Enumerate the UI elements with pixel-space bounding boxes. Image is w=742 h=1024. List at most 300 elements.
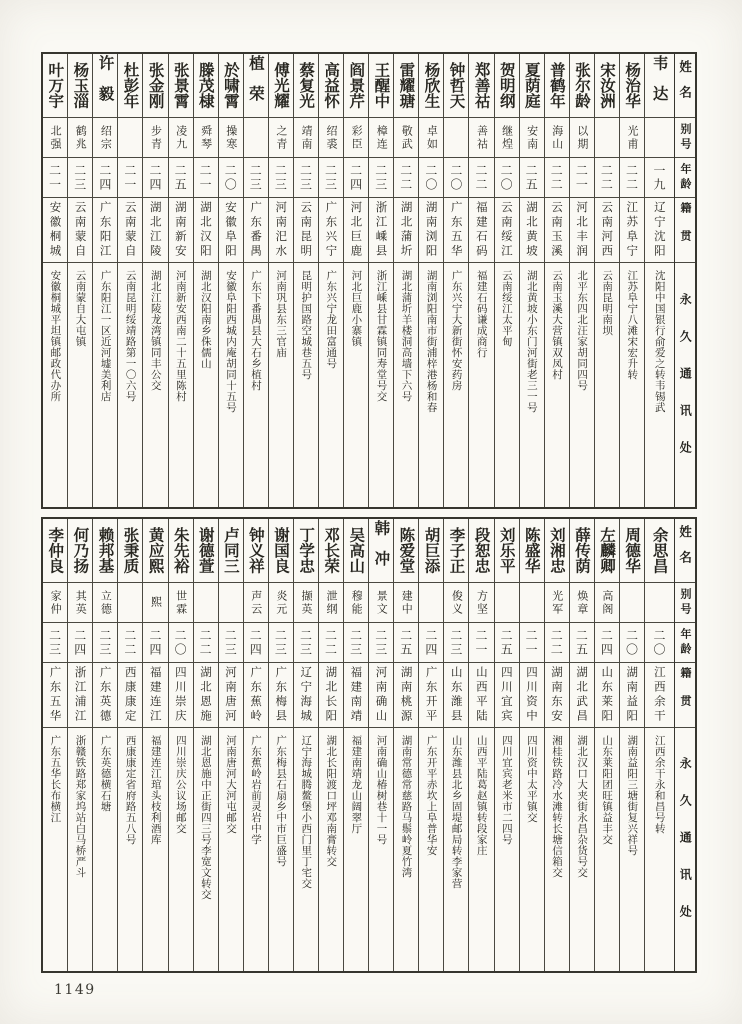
entry-address: 四川崇庆公议场邮交 <box>174 735 187 834</box>
page-number: 1149 <box>54 982 96 998</box>
entry-column <box>343 54 368 507</box>
entry-address: 江西余干永和昌号转 <box>653 735 666 834</box>
entry-name: 张景霄 <box>169 54 193 118</box>
entry-column <box>569 54 594 507</box>
entry-age: 二四 <box>93 158 117 198</box>
entry-age: 二一 <box>118 158 142 198</box>
entry-native-place: 辽宁沈阳 <box>645 198 674 263</box>
entry-column <box>67 54 92 507</box>
entry-address: 河北巨鹿小寨镇 <box>350 270 363 347</box>
entry-address: 湖南浏阳南市街浦梓港杨和春 <box>425 270 438 413</box>
entry-alias: 之青 <box>269 118 293 158</box>
header-name-label: 姓名 <box>675 54 695 118</box>
entry-address: 湖南益阳三塘街复兴祥号 <box>626 735 639 856</box>
entry-column <box>43 54 67 507</box>
entry-native-place: 四川宜宾 <box>495 663 519 728</box>
entry-column <box>468 54 493 507</box>
entry-name: 刘湘忠 <box>545 519 569 583</box>
entry-alias: 声云 <box>244 583 268 623</box>
entry-alias: 北强 <box>43 118 67 158</box>
entry-column <box>168 54 193 507</box>
entry-name: 杨欣生 <box>419 54 443 118</box>
entry-native-place: 福建石码 <box>469 198 493 263</box>
entry-column <box>368 519 393 971</box>
entry-column <box>594 519 619 971</box>
entry-address: 福建南靖龙山阔翠厅 <box>350 735 363 834</box>
entry-age: 二一 <box>43 158 67 198</box>
entry-age: 二三 <box>369 158 393 198</box>
entry-alias: 景文 <box>369 583 393 623</box>
entry-alias: 操寒 <box>219 118 243 158</box>
entry-native-place: 广东兴宁 <box>319 198 343 263</box>
entry-age: 二五 <box>495 623 519 663</box>
entry-column <box>468 519 493 971</box>
entry-column <box>168 519 193 971</box>
entry-age: 二〇 <box>169 623 193 663</box>
entry-address: 四川宜宾老米市二四号 <box>500 735 513 845</box>
entry-address: 广东兴宁大新街怀安药房 <box>450 270 463 391</box>
table-section-top <box>41 52 697 509</box>
entry-native-place: 福建南靖 <box>344 663 368 728</box>
entry-column <box>418 519 443 971</box>
entry-name: 卢同三 <box>219 519 243 583</box>
entry-native-place: 河南汜水 <box>269 198 293 263</box>
entry-age: 二三 <box>444 623 468 663</box>
entry-address: 昆明护国路空城巷五号 <box>300 270 313 380</box>
entry-age: 二〇 <box>645 623 674 663</box>
entry-alias <box>620 583 644 623</box>
entry-column <box>393 54 418 507</box>
entry-age: 二二 <box>545 158 569 198</box>
entry-alias: 建中 <box>394 583 418 623</box>
entry-name: 薛传荫 <box>570 519 594 583</box>
entry-name: 胡巨添 <box>419 519 443 583</box>
header-alias-label: 别号 <box>675 118 695 158</box>
entry-native-place: 湖南东安 <box>545 663 569 728</box>
entry-address: 广东开平赤坎上阜普华安 <box>425 735 438 856</box>
entry-age: 二五 <box>570 623 594 663</box>
entry-age: 二三 <box>269 158 293 198</box>
entry-native-place: 云南蒙自 <box>118 198 142 263</box>
header-column <box>674 54 695 507</box>
entry-column <box>293 519 318 971</box>
entry-age: 二一 <box>194 158 218 198</box>
entry-name: 余思昌 <box>645 519 674 583</box>
entry-column <box>318 54 343 507</box>
entry-column <box>494 519 519 971</box>
entry-address: 广东下番禺县大石乡植村 <box>250 270 263 391</box>
entry-address: 广东蕉岭岩前灵岩中学 <box>250 735 263 845</box>
table-section-bottom <box>41 517 697 973</box>
entry-age: 二五 <box>520 158 544 198</box>
entry-column <box>243 54 268 507</box>
entry-address: 浙赣铁路郑家坞站白马桥严斗 <box>74 735 87 878</box>
entry-column <box>343 519 368 971</box>
entry-address: 山东莱阳团旺镇益丰交 <box>601 735 614 845</box>
entry-age: 二四 <box>595 623 619 663</box>
entry-name: 王醒中 <box>369 54 393 118</box>
entry-name: 滕茂棣 <box>194 54 218 118</box>
entry-alias: 焕章 <box>570 583 594 623</box>
entry-native-place: 云南昆明 <box>294 198 318 263</box>
entry-name: 刘乐平 <box>495 519 519 583</box>
entry-alias <box>118 118 142 158</box>
entry-column <box>218 519 243 971</box>
entry-alias <box>419 583 443 623</box>
entry-name: 夏荫庭 <box>520 54 544 118</box>
entry-native-place: 辽宁海城 <box>294 663 318 728</box>
entry-age: 二〇 <box>444 158 468 198</box>
entry-address: 福建连江琯头枝利酒库 <box>149 735 162 845</box>
entry-name: 黄应熙 <box>143 519 167 583</box>
entry-age: 二〇 <box>419 158 443 198</box>
entry-address: 广东梅县石扇乡中市巨盛号 <box>275 735 288 867</box>
entry-address: 湖南常德常慈路马鬃岭夏竹湾 <box>400 735 413 878</box>
header-native-place-label: 籍贯 <box>675 198 695 263</box>
entry-column <box>594 54 619 507</box>
entry-address: 湖北汉阳南乡侏儒山 <box>199 270 212 369</box>
header-address-label: 永久通讯处 <box>678 757 693 942</box>
entry-address: 湘桂铁路冷水滩转长塘信箱交 <box>550 735 563 878</box>
entry-name: 韩冲 <box>369 519 393 583</box>
entry-name: 叶万宇 <box>43 54 67 118</box>
entry-alias <box>194 583 218 623</box>
entry-address: 沈阳中国银行俞爱之转韦锡武 <box>653 270 666 413</box>
entry-name: 陈盛华 <box>520 519 544 583</box>
entry-alias: 熙 <box>143 583 167 623</box>
entry-column <box>117 54 142 507</box>
entry-address: 四川资中太平镇交 <box>525 735 538 823</box>
entry-column <box>644 519 674 971</box>
entry-name: 邓长荣 <box>319 519 343 583</box>
entry-alias: 步青 <box>143 118 167 158</box>
entry-age: 二三 <box>344 623 368 663</box>
entry-name: 陈爱堂 <box>394 519 418 583</box>
entry-native-place: 安徽阜阳 <box>219 198 243 263</box>
entry-age: 二三 <box>369 623 393 663</box>
entry-column <box>218 54 243 507</box>
entry-age: 二一 <box>570 158 594 198</box>
entry-address: 河南新安西南二十五里陈村 <box>174 270 187 402</box>
entry-column <box>443 54 468 507</box>
entry-age: 二三 <box>68 158 92 198</box>
entry-column <box>43 519 67 971</box>
entry-column <box>569 519 594 971</box>
entry-age: 二二 <box>194 623 218 663</box>
entry-alias: 撷英 <box>294 583 318 623</box>
entry-column <box>117 519 142 971</box>
entry-native-place: 浙江嵊县 <box>369 198 393 263</box>
entry-name: 阎景芹 <box>344 54 368 118</box>
entry-address: 福建石码谦成商行 <box>475 270 488 358</box>
entry-alias: 方坚 <box>469 583 493 623</box>
entry-native-place: 湖南浏阳 <box>419 198 443 263</box>
entry-name: 高益怀 <box>319 54 343 118</box>
entry-alias: 绍裘 <box>319 118 343 158</box>
entry-age: 二〇 <box>620 623 644 663</box>
entry-name: 张尔龄 <box>570 54 594 118</box>
entry-column <box>67 519 92 971</box>
entry-native-place: 西康康定 <box>118 663 142 728</box>
entry-alias: 绍宗 <box>93 118 117 158</box>
entry-alias <box>645 118 674 158</box>
entry-column <box>243 519 268 971</box>
entry-native-place: 广东五华 <box>444 198 468 263</box>
entry-age: 二三 <box>269 623 293 663</box>
entry-alias: 海山 <box>545 118 569 158</box>
entry-column <box>268 519 293 971</box>
entry-age: 二三 <box>93 623 117 663</box>
entry-alias: 鹤兆 <box>68 118 92 158</box>
entry-alias <box>520 583 544 623</box>
entry-address: 河南唐河大河屯邮交 <box>224 735 237 834</box>
entry-name: 钟哲天 <box>444 54 468 118</box>
entry-alias: 彩臣 <box>344 118 368 158</box>
entry-native-place: 湖北长阳 <box>319 663 343 728</box>
entry-name: 傅光耀 <box>269 54 293 118</box>
entry-native-place: 广东梅县 <box>269 663 293 728</box>
entry-name: 杨玉淄 <box>68 54 92 118</box>
entry-name: 郑善祜 <box>469 54 493 118</box>
entry-address: 云南蒙自大屯镇 <box>74 270 87 347</box>
entry-alias: 安南 <box>520 118 544 158</box>
entry-age: 二二 <box>319 623 343 663</box>
entry-native-place: 山东莱阳 <box>595 663 619 728</box>
entry-native-place: 云南玉溪 <box>545 198 569 263</box>
entry-name: 李仲良 <box>43 519 67 583</box>
entry-alias: 世霖 <box>169 583 193 623</box>
entry-alias: 樟连 <box>369 118 393 158</box>
entry-name: 赖邦基 <box>93 519 117 583</box>
entry-age: 二三 <box>244 158 268 198</box>
entry-native-place: 云南绥江 <box>495 198 519 263</box>
entry-age: 二四 <box>143 623 167 663</box>
entry-name: 段恕忠 <box>469 519 493 583</box>
entry-address: 安徽阜阳西城内庵胡同十五号 <box>224 270 237 413</box>
entry-column <box>519 54 544 507</box>
header-alias-label: 别号 <box>675 583 695 623</box>
entry-native-place: 湖北汉阳 <box>194 198 218 263</box>
entry-native-place: 山东潍县 <box>444 663 468 728</box>
entry-age: 二〇 <box>495 158 519 198</box>
entry-native-place: 湖南益阳 <box>620 663 644 728</box>
entry-age: 二二 <box>595 158 619 198</box>
entry-name: 李子正 <box>444 519 468 583</box>
entry-age: 二四 <box>68 623 92 663</box>
entry-address: 湖北江陵龙湾镇同丰公交 <box>149 270 162 391</box>
entry-native-place: 江西余干 <box>645 663 674 728</box>
entry-name: 植荣 <box>244 54 268 118</box>
entry-native-place: 云南河西 <box>595 198 619 263</box>
entry-address: 云南昆明南坝 <box>601 270 614 336</box>
entry-alias <box>219 583 243 623</box>
entry-native-place: 广东番禺 <box>244 198 268 263</box>
entry-alias: 舜琴 <box>194 118 218 158</box>
entry-age: 一九 <box>645 158 674 198</box>
entry-column <box>644 54 674 507</box>
entry-native-place: 河北丰润 <box>570 198 594 263</box>
entry-age: 二二 <box>394 158 418 198</box>
entry-address: 广东五华长布横江 <box>49 735 62 823</box>
entry-address: 山西平陆葛赵镇转段家庄 <box>475 735 488 856</box>
entry-alias <box>595 118 619 158</box>
entry-alias: 卓如 <box>419 118 443 158</box>
header-age-label: 年龄 <box>675 158 695 198</box>
entry-native-place: 湖北江陵 <box>143 198 167 263</box>
entry-age: 二一 <box>469 623 493 663</box>
entry-age: 二二 <box>118 623 142 663</box>
entry-name: 吴高山 <box>344 519 368 583</box>
entry-native-place: 湖南桃源 <box>394 663 418 728</box>
entry-column <box>619 54 644 507</box>
entry-address: 湖北黄坡小东门河街老三一号 <box>525 270 538 413</box>
entry-alias: 泄纲 <box>319 583 343 623</box>
entry-column <box>544 519 569 971</box>
entry-address: 辽宁海城腾鳌堡小西门里丁宅交 <box>300 735 313 889</box>
entry-name: 杨治华 <box>620 54 644 118</box>
entry-age: 二五 <box>394 623 418 663</box>
entry-age: 二三 <box>319 158 343 198</box>
entry-native-place: 湖北武昌 <box>570 663 594 728</box>
entry-name: 丁学忠 <box>294 519 318 583</box>
entry-native-place: 湖南新安 <box>169 198 193 263</box>
entry-name: 左麟卿 <box>595 519 619 583</box>
entry-alias: 俊义 <box>444 583 468 623</box>
header-native-place-label: 籍贯 <box>675 663 695 728</box>
entry-alias <box>495 583 519 623</box>
entry-name: 钟义祥 <box>244 519 268 583</box>
entry-address: 浙江嵊县甘霖镇同寿堂号交 <box>375 270 388 402</box>
entry-address: 山东潍县北乡固堤邮局转李家营 <box>450 735 463 889</box>
entry-native-place: 河南确山 <box>369 663 393 728</box>
entry-age: 二二 <box>545 623 569 663</box>
entry-native-place: 湖北蒲圻 <box>394 198 418 263</box>
entry-alias <box>244 118 268 158</box>
entry-address: 河南确山椿树巷十一号 <box>375 735 388 845</box>
entry-column <box>193 519 218 971</box>
entry-column <box>92 54 117 507</box>
entry-column <box>92 519 117 971</box>
entry-column <box>418 54 443 507</box>
entry-alias: 靖南 <box>294 118 318 158</box>
entry-alias <box>645 583 674 623</box>
entry-age: 二四 <box>419 623 443 663</box>
entry-name: 周德华 <box>620 519 644 583</box>
entry-alias: 其英 <box>68 583 92 623</box>
entry-name: 韦达 <box>645 54 674 118</box>
entry-native-place: 云南蒙自 <box>68 198 92 263</box>
entry-native-place: 广东开平 <box>419 663 443 728</box>
entry-age: 二三 <box>294 623 318 663</box>
entry-address: 江苏阜宁八滩宋宏升转 <box>626 270 639 380</box>
entry-age: 二〇 <box>219 158 243 198</box>
entry-alias: 继煌 <box>495 118 519 158</box>
header-name-label: 姓名 <box>675 519 695 583</box>
entry-name: 雷耀瑭 <box>394 54 418 118</box>
entry-native-place: 四川资中 <box>520 663 544 728</box>
entry-address: 湖北汉口大夹街永昌杂货号交 <box>576 735 589 878</box>
entry-column <box>519 519 544 971</box>
header-address-label: 永久通讯处 <box>678 292 693 478</box>
entry-column <box>368 54 393 507</box>
entry-alias: 炎元 <box>269 583 293 623</box>
entry-address: 湖北蒲圻羊楼洞高墙下六号 <box>400 270 413 402</box>
entry-alias: 凌九 <box>169 118 193 158</box>
entry-column <box>544 54 569 507</box>
entry-native-place: 福建连江 <box>143 663 167 728</box>
entry-name: 何乃扬 <box>68 519 92 583</box>
entry-name: 普鹤年 <box>545 54 569 118</box>
entry-native-place: 浙江浦江 <box>68 663 92 728</box>
entry-column <box>494 54 519 507</box>
entry-age: 二二 <box>469 158 493 198</box>
entry-native-place: 广东英德 <box>93 663 117 728</box>
entry-alias: 高阁 <box>595 583 619 623</box>
entry-name: 张秉质 <box>118 519 142 583</box>
entry-age: 二三 <box>219 623 243 663</box>
entry-native-place: 广东蕉岭 <box>244 663 268 728</box>
entry-column <box>193 54 218 507</box>
entry-native-place: 山西平陆 <box>469 663 493 728</box>
entry-native-place: 安徽桐城 <box>43 198 67 263</box>
entry-name: 谢国良 <box>269 519 293 583</box>
entry-age: 二四 <box>143 158 167 198</box>
entry-age: 二三 <box>43 623 67 663</box>
entry-address: 云南绥江太平甸 <box>500 270 513 347</box>
entry-address: 广东英德横石塘 <box>99 735 112 812</box>
entry-name: 朱先裕 <box>169 519 193 583</box>
entry-age: 二一 <box>520 623 544 663</box>
entry-column <box>393 519 418 971</box>
entry-name: 於啸霄 <box>219 54 243 118</box>
entry-name: 贺明纲 <box>495 54 519 118</box>
entry-age: 二四 <box>344 158 368 198</box>
entry-alias: 以期 <box>570 118 594 158</box>
entry-column <box>318 519 343 971</box>
header-column <box>674 519 695 971</box>
entry-native-place: 广东阳江 <box>93 198 117 263</box>
entry-name: 谢德萱 <box>194 519 218 583</box>
entry-column <box>142 54 167 507</box>
entry-name: 宋汝洲 <box>595 54 619 118</box>
entry-alias: 敬武 <box>394 118 418 158</box>
entry-native-place: 江苏阜宁 <box>620 198 644 263</box>
entry-name: 许毅 <box>93 54 117 118</box>
entry-alias <box>444 118 468 158</box>
entry-native-place: 河北巨鹿 <box>344 198 368 263</box>
entry-address: 北平东四北汪家胡同四号 <box>576 270 589 391</box>
entry-column <box>268 54 293 507</box>
entry-age: 二三 <box>294 158 318 198</box>
entry-alias <box>118 583 142 623</box>
entry-address: 广东阳江一区近河墟美利店 <box>99 270 112 402</box>
entry-address: 湖北恩施中正街四三号李宽文转交 <box>199 735 212 900</box>
entry-alias: 善祜 <box>469 118 493 158</box>
entry-alias: 立德 <box>93 583 117 623</box>
entry-address: 西康康定省府路五八号 <box>124 735 137 845</box>
entry-column <box>293 54 318 507</box>
entry-address: 安徽桐城平坦镇邮政代办所 <box>49 270 62 402</box>
entry-address: 云南玉溪大营镇双凤村 <box>550 270 563 380</box>
header-age-label: 年龄 <box>675 623 695 663</box>
entry-address: 云南昆明绥靖路第一〇六号 <box>124 270 137 402</box>
entry-age: 二二 <box>620 158 644 198</box>
entry-native-place: 河南唐河 <box>219 663 243 728</box>
entry-native-place: 四川崇庆 <box>169 663 193 728</box>
entry-address: 广东兴宁龙田富通号 <box>325 270 338 369</box>
entry-column <box>142 519 167 971</box>
entry-alias: 光军 <box>545 583 569 623</box>
